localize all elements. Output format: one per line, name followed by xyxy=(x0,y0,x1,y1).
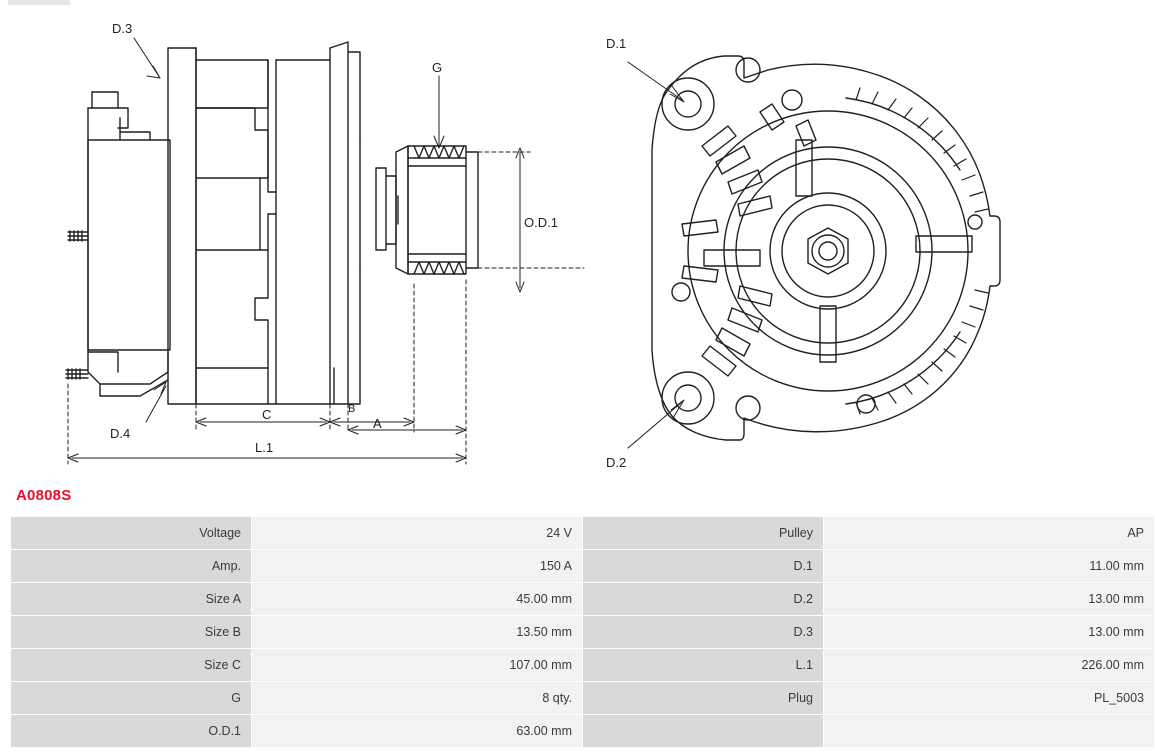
spec-label-left: O.D.1 xyxy=(11,715,252,748)
label-g: G xyxy=(432,60,443,75)
spec-value-left: 24 V xyxy=(252,517,583,550)
table-row xyxy=(11,616,1155,649)
spec-label-left: Size A xyxy=(11,583,252,616)
table-row xyxy=(11,517,1155,550)
label-l1: L.1 xyxy=(255,440,274,455)
spec-value-left: 45.00 mm xyxy=(252,583,583,616)
spec-label-right: Pulley xyxy=(583,517,824,550)
spec-value-left: 13.50 mm xyxy=(252,616,583,649)
spec-label-right: D.2 xyxy=(583,583,824,616)
table-row xyxy=(11,649,1155,682)
spec-label-right-empty xyxy=(583,715,824,748)
spec-value-left: 107.00 mm xyxy=(252,649,583,682)
spec-value-right: PL_5003 xyxy=(824,682,1155,715)
part-code: A0808S xyxy=(16,487,72,504)
spec-label-right: Plug xyxy=(583,682,824,715)
label-b: B xyxy=(348,403,356,415)
spec-label-right: D.1 xyxy=(583,550,824,583)
spec-value-right: 11.00 mm xyxy=(824,550,1155,583)
label-c: C xyxy=(262,407,272,422)
spec-value-right: AP xyxy=(824,517,1155,550)
label-od1: O.D.1 xyxy=(524,215,558,230)
spec-value-left: 8 qty. xyxy=(252,682,583,715)
label-d1: D.1 xyxy=(606,36,627,51)
table-row xyxy=(11,583,1155,616)
spec-value-right-empty xyxy=(824,715,1155,748)
spec-value-left: 150 A xyxy=(252,550,583,583)
label-a: A xyxy=(373,416,382,431)
spec-value-left: 63.00 mm xyxy=(252,715,583,748)
spec-label-left: Amp. xyxy=(11,550,252,583)
label-d4: D.4 xyxy=(110,426,131,441)
table-row xyxy=(11,715,1155,748)
spec-label-left: Size C xyxy=(11,649,252,682)
table-row xyxy=(11,682,1155,715)
spec-label-left: G xyxy=(11,682,252,715)
label-d3: D.3 xyxy=(112,21,133,36)
spec-label-left: Voltage xyxy=(11,517,252,550)
spec-value-right: 13.00 mm xyxy=(824,583,1155,616)
table-row xyxy=(11,550,1155,583)
specifications-table xyxy=(10,516,1155,748)
spec-label-right: L.1 xyxy=(583,649,824,682)
spec-label-left: Size B xyxy=(11,616,252,649)
spec-value-right: 13.00 mm xyxy=(824,616,1155,649)
spec-value-right: 226.00 mm xyxy=(824,649,1155,682)
label-d2: D.2 xyxy=(606,455,627,470)
spec-label-right: D.3 xyxy=(583,616,824,649)
